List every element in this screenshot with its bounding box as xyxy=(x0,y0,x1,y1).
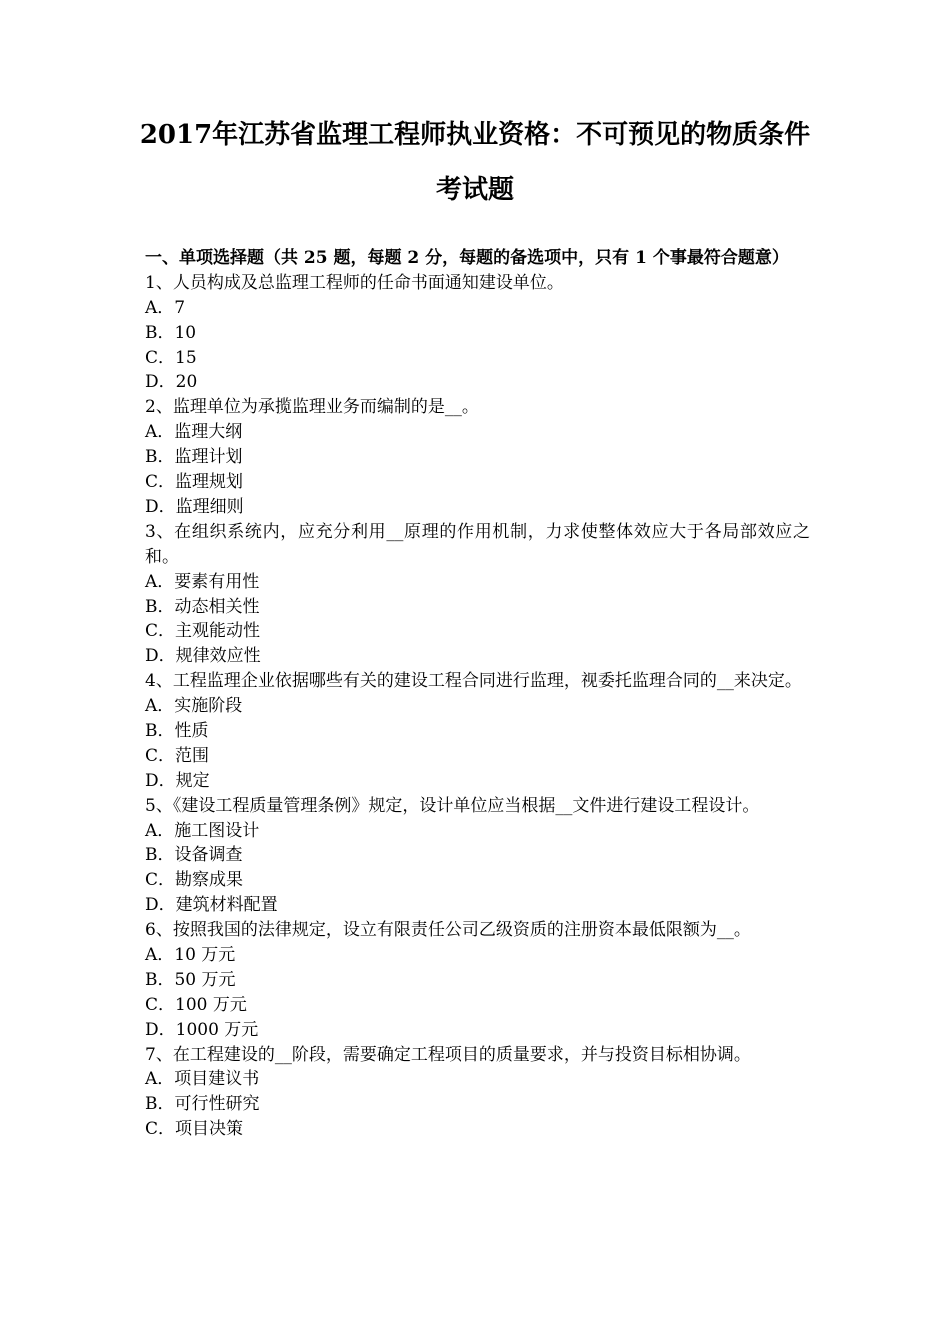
answer-option: D．监理细则 xyxy=(145,496,244,517)
question-stem: 6、按照我国的法律规定，设立有限责任公司乙级资质的注册资本最低限额为__。 xyxy=(145,920,751,941)
document-title-line-2: 考试题 xyxy=(435,175,514,205)
question-item xyxy=(145,520,810,669)
question-stem: 2、监理单位为承揽监理业务而编制的是__。 xyxy=(145,397,479,418)
answer-option: C．勘察成果 xyxy=(145,870,244,891)
answer-option: C．监理规划 xyxy=(145,472,244,493)
question-item xyxy=(145,669,810,793)
question-item xyxy=(145,1043,810,1143)
question-item xyxy=(145,395,810,519)
answer-option: D．规定 xyxy=(145,770,210,791)
question-stem: 3、在组织系统内，应充分利用__原理的作用机制，力求使整体效应大于各局部效应之和。 xyxy=(145,521,810,567)
question-item xyxy=(145,918,810,1042)
answer-option: B．监理计划 xyxy=(145,447,243,468)
answer-option: A．10 万元 xyxy=(145,945,236,965)
answer-option: B．10 xyxy=(145,322,197,343)
document-title: 2017年江苏省监理工程师执业资格：不可预见的物质条件 xyxy=(139,120,811,150)
question-stem: 5、《建设工程质量管理条例》规定，设计单位应当根据__文件进行建设工程设计。 xyxy=(145,795,760,816)
answer-option: C．15 xyxy=(145,347,197,368)
answer-option: A．要素有用性 xyxy=(145,571,260,592)
answer-option: C．范围 xyxy=(145,745,210,766)
answer-option: B．可行性研究 xyxy=(145,1094,260,1115)
answer-option: C．100 万元 xyxy=(145,994,247,1015)
answer-option: D．1000 万元 xyxy=(145,1019,259,1040)
answer-option: D．规律效应性 xyxy=(145,646,261,667)
question-stem: 4、工程监理企业依据哪些有关的建设工程合同进行监理，视委托监理合同的__来决定。 xyxy=(145,671,802,692)
question-item xyxy=(145,794,810,918)
section-heading: 一、单项选择题（共 25 题，每题 2 分，每题的备选项中，只有 1 个事最符合题意） xyxy=(145,248,789,268)
answer-option: A．施工图设计 xyxy=(145,820,260,841)
answer-option: B．性质 xyxy=(145,720,209,741)
answer-option: B．设备调查 xyxy=(145,845,243,866)
answer-option: D．建筑材料配置 xyxy=(145,895,278,916)
answer-option: C．主观能动性 xyxy=(145,621,261,642)
document-body xyxy=(145,246,810,1142)
answer-option: C．项目决策 xyxy=(145,1119,244,1140)
answer-option: B．50 万元 xyxy=(145,969,236,990)
answer-option: A．项目建议书 xyxy=(145,1069,260,1090)
answer-option: A．实施阶段 xyxy=(145,696,243,717)
question-stem: 7、在工程建设的__阶段，需要确定工程项目的质量要求，并与投资目标相协调。 xyxy=(145,1044,751,1065)
answer-option: A．监理大纲 xyxy=(145,422,243,443)
answer-option: D．20 xyxy=(145,372,198,393)
answer-option: A．7 xyxy=(145,297,186,318)
question-stem: 1、人员构成及总监理工程师的任命书面通知建设单位。 xyxy=(145,272,564,293)
answer-option: B．动态相关性 xyxy=(145,596,260,617)
question-item xyxy=(145,271,810,395)
